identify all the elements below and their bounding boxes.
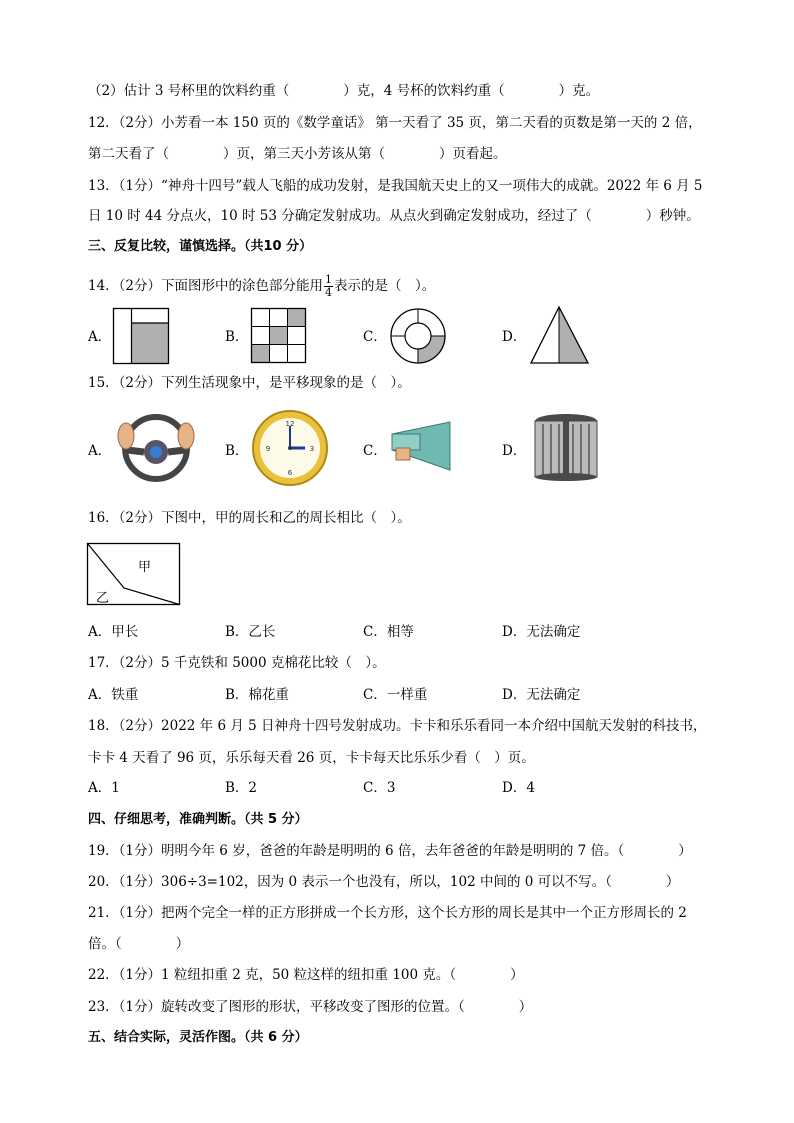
q16-option-d: D．无法确定 (502, 624, 581, 640)
q18-option-c: C．3 (363, 780, 396, 796)
q15-option-c-label: C． (363, 443, 387, 459)
question-20: 20．（1分）306÷3=102，因为 0 表示一个也没有，所以，102 中间的 0 可以不写。（ ） (88, 874, 680, 890)
q14-option-d-label: D． (502, 329, 527, 345)
question-21-line-1: 21．（1分）把两个完全一样的正方形拼成一个长方形，这个长方形的周长是其中一个正方形周长的 2 (88, 905, 687, 921)
question-14-text: 14．（2分）下面图形中的涂色部分能用 (88, 278, 324, 294)
label-jia: 甲 (138, 560, 152, 575)
q15-option-d-label: D． (502, 443, 527, 459)
question-14 (88, 274, 435, 299)
question-22: 22．（1分）1 粒纽扣重 2 克，50 粒这样的纽扣重 100 克。（ ） (88, 967, 524, 983)
question-17: 17．（2分）5 千克铁和 5000 克棉花比较（ ）。 (88, 655, 386, 671)
revolving-door-icon (533, 412, 599, 482)
question-12-line-2: 第二天看了（ ）页，第三天小芳该从第（ ）页看起。 (88, 146, 507, 162)
q17-option-d: D．无法确定 (502, 687, 581, 703)
fraction-one-quarter (324, 274, 333, 299)
q16-figure (86, 542, 182, 606)
clock-icon (250, 409, 330, 487)
question-11-part-2: （2）估计 3 号杯里的饮料约重（ ）克，4 号杯的饮料约重（ ）克。 (88, 83, 600, 99)
label-yi: 乙 (96, 591, 110, 606)
question-13-line-1: 13．（1分）“神舟十四号”载人飞船的成功发射，是我国航天史上的又一项伟大的成就。2022 年 6 月 5 (88, 178, 703, 194)
q15-option-a-label: A． (88, 443, 112, 459)
q16-option-b: B．乙长 (225, 624, 276, 640)
q15-option-b-label: B． (225, 443, 249, 459)
fraction-numerator: 1 (325, 273, 333, 286)
question-12-line-1: 12．（2分）小芳看一本 150 页的《数学童话》 第一天看了 35 页，第二天看的页数是第一天的 2 倍， (88, 115, 702, 131)
q18-option-a: A．1 (88, 780, 120, 796)
sliding-drawer-icon (390, 420, 452, 472)
question-18-line-2: 卡卡 4 天看了 96 页，乐乐每天看 26 页，卡卡每天比乐乐少看（ ）页。 (88, 750, 535, 766)
svg-text:9: 9 (265, 445, 271, 453)
svg-text:12: 12 (285, 420, 295, 428)
q14-figure-d (530, 305, 590, 365)
question-18-line-1: 18．（2分）2022 年 6 月 5 日神舟十四号发射成功。卡卡和乐乐看同一本介绍中国航天发射的科技书， (88, 718, 707, 734)
question-15: 15．（2分）下列生活现象中，是平移现象的是（ ）。 (88, 375, 411, 391)
q14-figure-b (250, 307, 308, 365)
section-5-heading: 五、结合实际，灵活作图。（共 6 分） (88, 1030, 308, 1045)
question-16: 16．（2分）下图中，甲的周长和乙的周长相比（ ）。 (88, 510, 411, 526)
q14-option-c-label: C． (363, 329, 387, 345)
section-4-heading: 四、仔细思考，准确判断。（共 5 分） (88, 812, 308, 827)
question-19: 19．（1分）明明今年 6 岁，爸爸的年龄是明明的 6 倍，去年爸爸的年龄是明明的 7 倍。（ ） (88, 843, 692, 859)
q17-option-b: B．棉花重 (225, 687, 289, 703)
q14-figure-a (112, 307, 170, 365)
q14-figure-c (389, 307, 447, 365)
svg-text:6: 6 (287, 469, 293, 477)
question-23: 23．（1分）旋转改变了图形的形状，平移改变了图形的位置。（ ） (88, 999, 533, 1015)
q16-option-a: A．甲长 (88, 624, 139, 640)
section-3-heading: 三、反复比较，谨慎选择。（共10 分） (88, 239, 313, 254)
q18-option-b: B．2 (225, 780, 258, 796)
question-21-line-2: 倍。（ ） (88, 936, 190, 952)
q17-option-a: A．铁重 (88, 687, 139, 703)
q14-option-b-label: B． (225, 329, 249, 345)
question-14-text-end: 表示的是（ ）。 (334, 278, 436, 294)
q17-option-c: C．一样重 (363, 687, 428, 703)
fraction-denominator: 4 (325, 286, 333, 299)
q18-option-d: D．4 (502, 780, 535, 796)
question-13-line-2: 日 10 时 44 分点火，10 时 53 分确定发射成功。从点火到确定发射成功，经过了（ ）秒钟。 (88, 208, 700, 224)
q16-option-c: C．相等 (363, 624, 414, 640)
steering-wheel-icon (115, 412, 197, 484)
svg-text:3: 3 (309, 445, 315, 453)
q14-option-a-label: A． (88, 329, 112, 345)
